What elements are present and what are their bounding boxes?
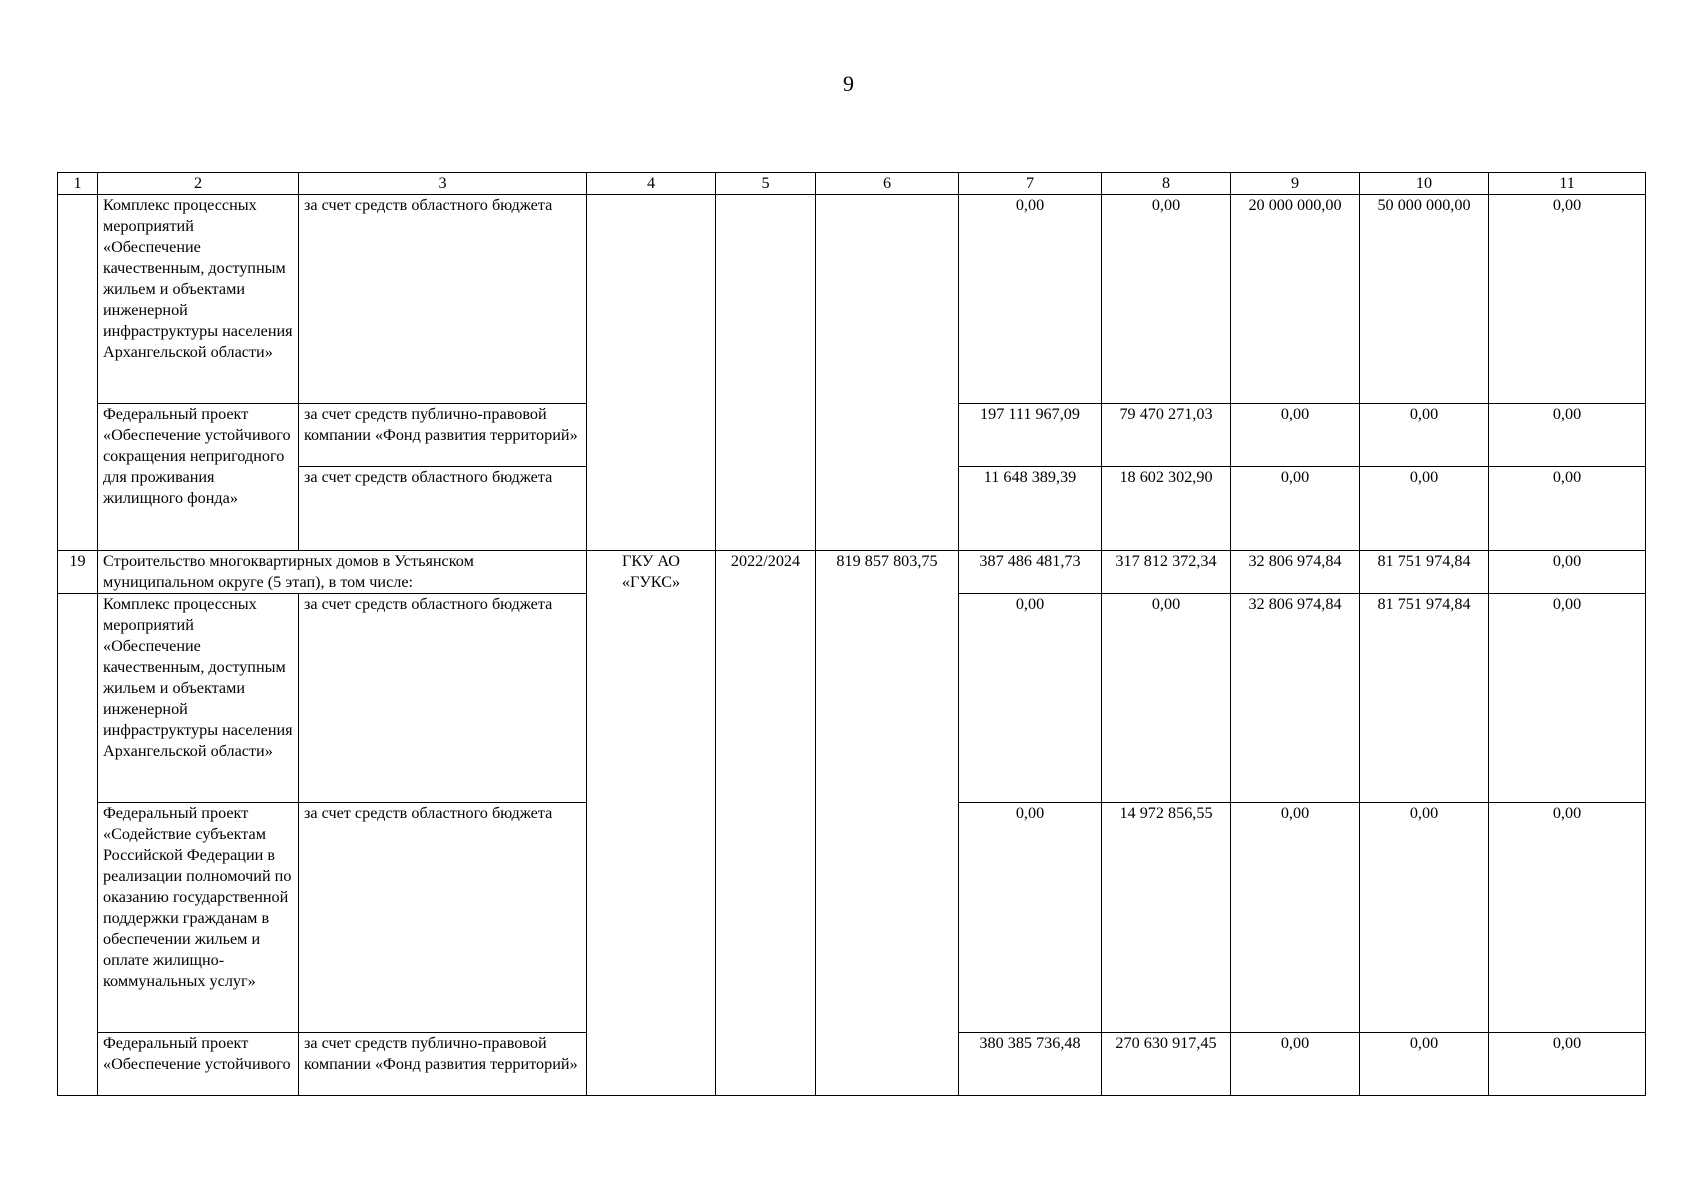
funding-source-cell: за счет средств областного бюджета bbox=[299, 803, 587, 1033]
value-cell-8: 0,00 bbox=[1102, 195, 1231, 404]
value-cell-9: 32 806 974,84 bbox=[1231, 594, 1360, 803]
row-number-cell bbox=[58, 195, 98, 551]
column-header: 8 bbox=[1102, 173, 1231, 195]
value-cell-7: 11 648 389,39 bbox=[959, 467, 1102, 551]
column-header: 10 bbox=[1360, 173, 1489, 195]
value-cell-11: 0,00 bbox=[1489, 195, 1646, 404]
value-cell-9: 0,00 bbox=[1231, 404, 1360, 467]
value-cell-7: 387 486 481,73 bbox=[959, 551, 1102, 594]
value-cell-8: 270 630 917,45 bbox=[1102, 1033, 1231, 1096]
funding-source-cell: за счет средств областного бюджета bbox=[299, 195, 587, 404]
value-cell-11: 0,00 bbox=[1489, 803, 1646, 1033]
column-header: 4 bbox=[587, 173, 716, 195]
value-cell-8: 0,00 bbox=[1102, 594, 1231, 803]
table-row bbox=[58, 195, 1646, 404]
project-name-cell: Федеральный проект «Обеспечение устойчивого сокращения непригодного для проживания жилищного фонда» bbox=[98, 404, 299, 551]
value-cell-9: 0,00 bbox=[1231, 1033, 1360, 1096]
period-cell: 2022/2024 bbox=[716, 551, 816, 1096]
value-cell-11: 0,00 bbox=[1489, 594, 1646, 803]
value-cell-8: 14 972 856,55 bbox=[1102, 803, 1231, 1033]
funding-source-cell: за счет средств областного бюджета bbox=[299, 594, 587, 803]
executor-cell bbox=[587, 195, 716, 551]
project-name-cell: Комплекс процессных мероприятий «Обеспечение качественным, доступным жильем и объектами инженерной инфраструктуры населения Архангельской области» bbox=[98, 195, 299, 404]
value-cell-9: 0,00 bbox=[1231, 803, 1360, 1033]
executor-cell: ГКУ АО «ГУКС» bbox=[587, 551, 716, 1096]
project-name-cell: Федеральный проект «Содействие субъектам Российской Федерации в реализации полномочий по оказанию государственной поддержки гражданам в обеспечении жильем и оплате жилищно-коммунальных услуг» bbox=[98, 803, 299, 1033]
value-cell-10: 0,00 bbox=[1360, 404, 1489, 467]
project-name-cell: Федеральный проект «Обеспечение устойчивого bbox=[98, 1033, 299, 1096]
value-cell-11: 0,00 bbox=[1489, 551, 1646, 594]
project-name-cell: Комплекс процессных мероприятий «Обеспечение качественным, доступным жильем и объектами инженерной инфраструктуры населения Архангельской области» bbox=[98, 594, 299, 803]
funding-source-cell: за счет средств публично-правовой компании «Фонд развития территорий» bbox=[299, 404, 587, 467]
value-cell-7: 0,00 bbox=[959, 594, 1102, 803]
budget-table bbox=[57, 172, 1646, 1096]
value-cell-9: 20 000 000,00 bbox=[1231, 195, 1360, 404]
total-cell: 819 857 803,75 bbox=[816, 551, 959, 1096]
value-cell-11: 0,00 bbox=[1489, 404, 1646, 467]
table-header bbox=[58, 173, 1646, 195]
total-cell bbox=[816, 195, 959, 551]
value-cell-10: 0,00 bbox=[1360, 1033, 1489, 1096]
column-header: 2 bbox=[98, 173, 299, 195]
value-cell-11: 0,00 bbox=[1489, 467, 1646, 551]
value-cell-10: 50 000 000,00 bbox=[1360, 195, 1489, 404]
item-title-cell: Строительство многоквартирных домов в Устьянском муниципальном округе (5 этап), в том числе: bbox=[98, 551, 587, 594]
value-cell-9: 32 806 974,84 bbox=[1231, 551, 1360, 594]
column-header: 11 bbox=[1489, 173, 1646, 195]
value-cell-9: 0,00 bbox=[1231, 467, 1360, 551]
value-cell-10: 0,00 bbox=[1360, 467, 1489, 551]
funding-source-cell: за счет средств областного бюджета bbox=[299, 467, 587, 551]
value-cell-7: 380 385 736,48 bbox=[959, 1033, 1102, 1096]
row-number-cell: 19 bbox=[58, 551, 98, 594]
value-cell-10: 81 751 974,84 bbox=[1360, 551, 1489, 594]
value-cell-7: 197 111 967,09 bbox=[959, 404, 1102, 467]
column-header: 7 bbox=[959, 173, 1102, 195]
funding-source-cell: за счет средств публично-правовой компании «Фонд развития территорий» bbox=[299, 1033, 587, 1096]
column-number-row bbox=[58, 173, 1646, 195]
value-cell-10: 0,00 bbox=[1360, 803, 1489, 1033]
column-header: 6 bbox=[816, 173, 959, 195]
value-cell-10: 81 751 974,84 bbox=[1360, 594, 1489, 803]
value-cell-7: 0,00 bbox=[959, 195, 1102, 404]
column-header: 9 bbox=[1231, 173, 1360, 195]
value-cell-8: 79 470 271,03 bbox=[1102, 404, 1231, 467]
column-header: 5 bbox=[716, 173, 816, 195]
row-number-cell bbox=[58, 594, 98, 1096]
period-cell bbox=[716, 195, 816, 551]
page-number: 9 bbox=[843, 71, 854, 96]
column-header: 1 bbox=[58, 173, 98, 195]
column-header: 3 bbox=[299, 173, 587, 195]
table-row bbox=[58, 551, 1646, 594]
value-cell-8: 18 602 302,90 bbox=[1102, 467, 1231, 551]
value-cell-8: 317 812 372,34 bbox=[1102, 551, 1231, 594]
value-cell-11: 0,00 bbox=[1489, 1033, 1646, 1096]
value-cell-7: 0,00 bbox=[959, 803, 1102, 1033]
